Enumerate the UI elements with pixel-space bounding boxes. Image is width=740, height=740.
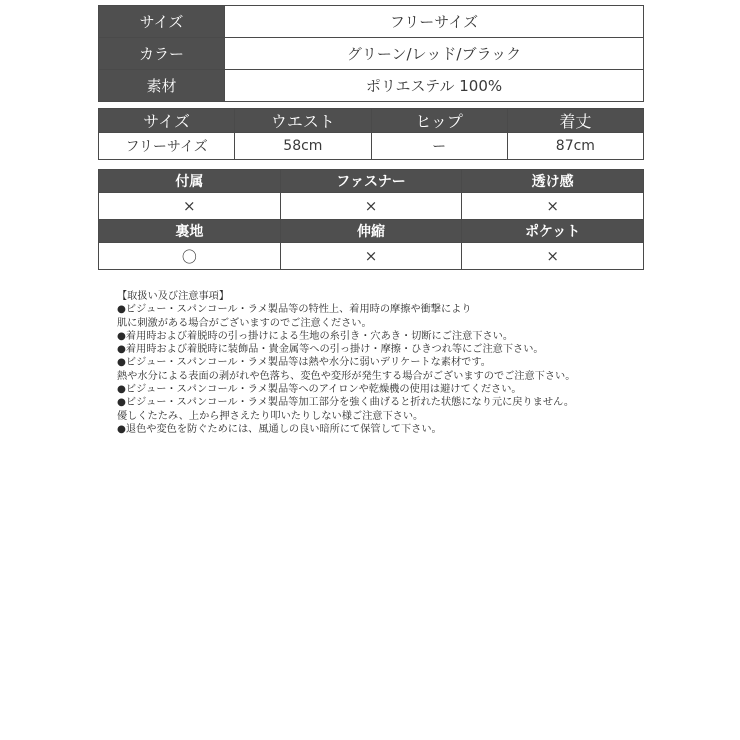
care-note-line: ●着用時および着脱時の引っ掛けによる生地の糸引き・穴あき・切断にご注意下さい。 [117,330,514,342]
attr-header-row [99,170,644,193]
attr-header-cell: 伸縮 [280,220,462,243]
care-note-line: ●ビジュー・スパンコール・ラメ製品等へのアイロンや乾燥機の使用は避けてください。 [117,384,522,396]
attr-value-cell: × [462,243,644,270]
size-value-cell: 58cm [235,133,371,160]
care-note-line: ●ビジュー・スパンコール・ラメ製品等は熱や水分に弱いデリケートな素材です。 [117,357,491,369]
size-header-cell: 着丈 [507,109,643,133]
size-header-cell: ヒップ [371,109,507,133]
attr-header-cell: ポケット [462,220,644,243]
size-value-cell: ー [371,133,507,160]
attr-value-cell: × [462,193,644,220]
size-chart-table [98,108,644,160]
care-note-line: ●ビジュー・スパンコール・ラメ製品等加工部分を強く曲げると折れた状態になり元に戻りません。 [117,397,575,409]
care-notes-heading: 【取扱い及び注意事項】 [117,291,230,302]
spec-label: 素材 [99,70,225,102]
size-value-cell: フリーサイズ [99,133,235,160]
size-header-row [99,109,644,133]
attr-header-row [99,220,644,243]
spec-row-size [99,6,644,38]
attr-value-row [99,243,644,270]
spec-row-material [99,70,644,102]
care-note-line: 優しくたたみ、上から押さえたり叩いたりしない様ご注意下さい。 [117,410,424,422]
care-note-line: ●ビジュー・スパンコール・ラメ製品等の特性上、着用時の摩擦や衝撃により [117,304,472,316]
spec-label: カラー [99,38,225,70]
attr-header-cell: ファスナー [280,170,462,193]
care-note-line: 肌に刺激がある場合がございますのでご注意ください。 [117,317,372,329]
size-header-cell: サイズ [99,109,235,133]
care-note-line: ●着用時および着脱時に装飾品・貴金属等への引っ掛け・摩擦・ひきつれ等にご注意下さい。 [117,344,544,356]
attr-value-cell: 〇 [99,243,281,270]
spec-value: グリーン/レッド/ブラック [225,38,644,70]
attr-value-cell: × [280,193,462,220]
spec-label: サイズ [99,6,225,38]
size-value-row [99,133,644,160]
spec-table [98,5,644,102]
care-notes [117,290,677,436]
attr-header-cell: 裏地 [99,220,281,243]
size-value-cell: 87cm [507,133,643,160]
attr-header-cell: 透け感 [462,170,644,193]
care-note-line: ●退色や変色を防ぐためには、風通しの良い暗所にて保管して下さい。 [117,423,442,435]
spec-row-color [99,38,644,70]
spec-value: フリーサイズ [225,6,644,38]
attributes-table [98,169,644,270]
spec-value: ポリエステル 100% [225,70,644,102]
attr-header-cell: 付属 [99,170,281,193]
care-note-line: 熱や水分による表面の剥がれや色落ち、変色や変形が発生する場合がございますのでご注意下さい。 [117,370,576,382]
attr-value-cell: × [280,243,462,270]
attr-value-row [99,193,644,220]
attr-value-cell: × [99,193,281,220]
size-header-cell: ウエスト [235,109,371,133]
